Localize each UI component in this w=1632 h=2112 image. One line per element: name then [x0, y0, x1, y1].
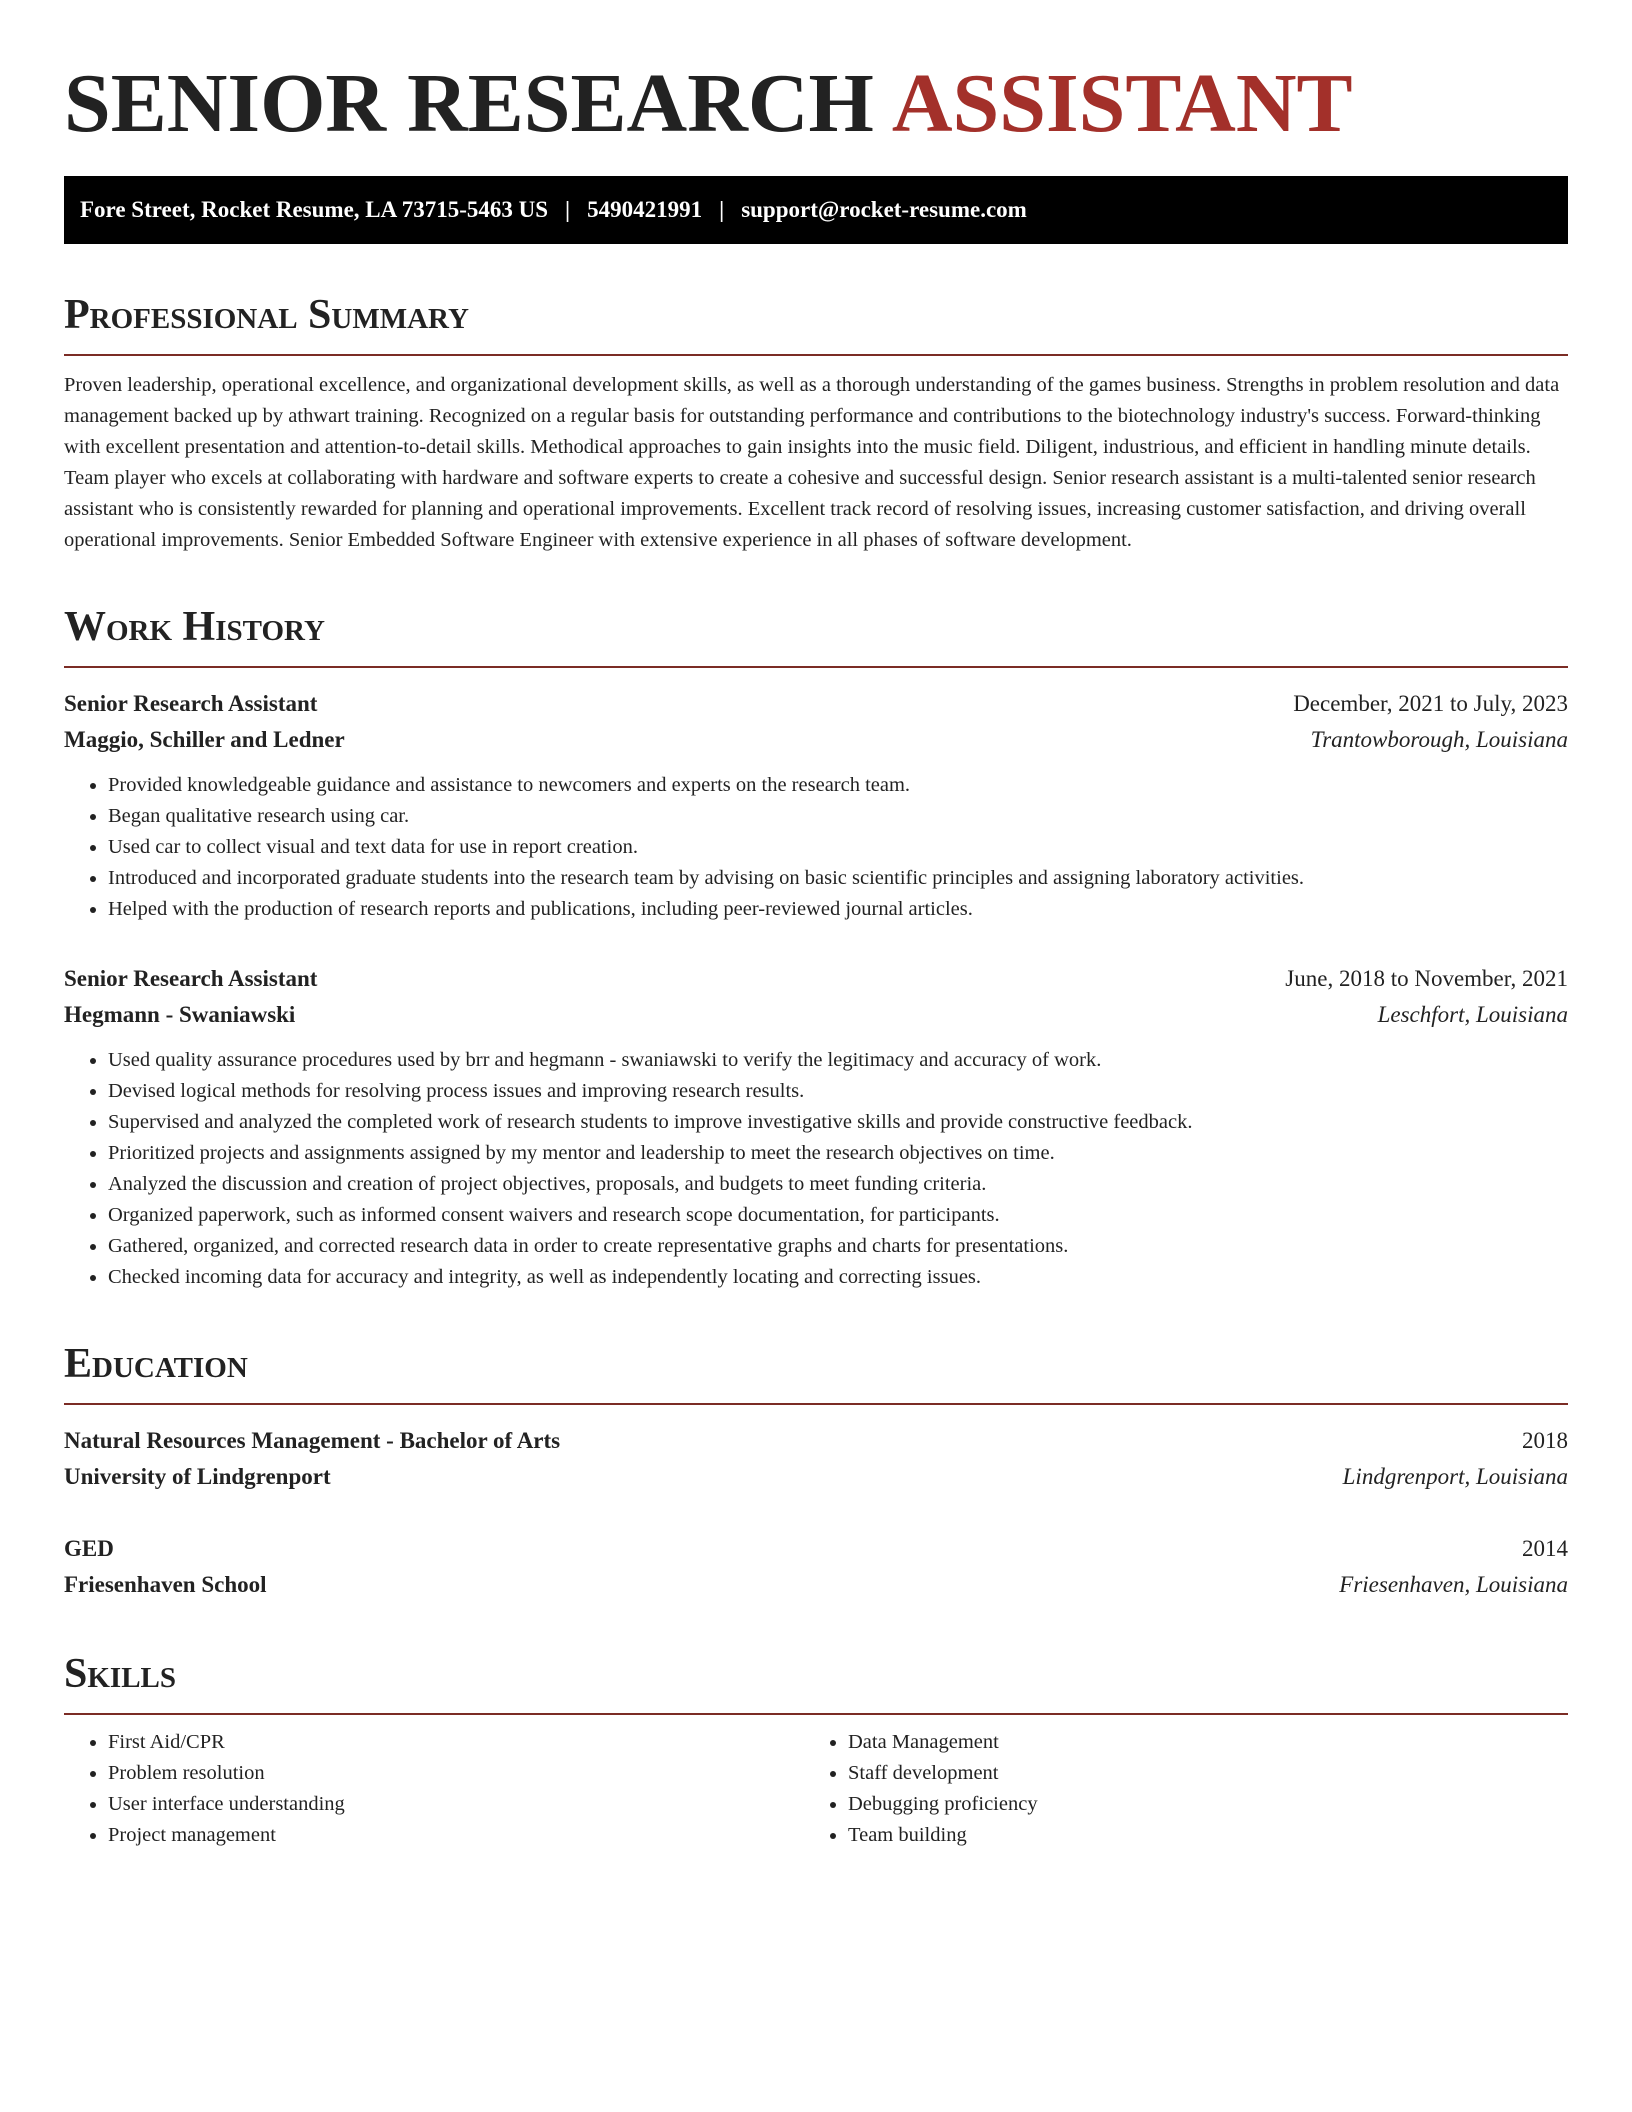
job-bullet: • Used quality assurance procedures used by brr and hegmann - swaniawski to verify the legitimacy and accuracy of work.: [108, 1045, 1568, 1076]
contact-separator: |: [565, 197, 571, 222]
job-location: Leschfort, Louisiana: [1377, 1002, 1568, 1027]
section-divider: [64, 666, 1568, 668]
job-dates: December, 2021 to July, 2023: [1293, 691, 1568, 716]
job-dates: June, 2018 to November, 2021: [1285, 966, 1568, 991]
title-part-2-accent: ASSISTANT: [891, 57, 1353, 150]
job-company: Maggio, Schiller and Ledner: [64, 727, 345, 752]
education-school-row: [64, 1459, 1568, 1495]
education-location: Friesenhaven, Louisiana: [1339, 1572, 1568, 1597]
job-bullet: • Helped with the production of research reports and publications, including peer-reviewed journal articles.: [108, 894, 1568, 925]
job-bullet: • Devised logical methods for resolving process issues and improving research results.: [108, 1076, 1568, 1107]
contact-bar: [64, 176, 1568, 244]
job-title: Senior Research Assistant: [64, 966, 318, 991]
summary-text: Proven leadership, operational excellence, and organizational development skills, as well as a thorough understanding of the games business. Strengths in problem resolution and data management backed up by athwart training. Recognized on a regular basis for outstanding performance and contributions to the biotechnology industry's success. Forward-thinking with excellent presentation and attention-to-detail skills. Methodical approaches to gain insights into the music field. Diligent, industrious, and efficient in handling minute details. Team player who excels at collaborating with hardware and software experts to create a cohesive and successful design. Senior research assistant is a multi-talented senior research assistant who is consistently rewarded for planning and operational improvements. Excellent track record of resolving issues, increasing customer satisfaction, and driving overall operational improvements. Senior Embedded Software Engineer with extensive experience in all phases of software development.: [64, 374, 1560, 551]
job-bullet: • Prioritized projects and assignments assigned by my mentor and leadership to meet the research objectives on time.: [108, 1138, 1568, 1169]
skill-item: • Data Management: [848, 1727, 1544, 1758]
contact-email: support@rocket-resume.com: [741, 197, 1027, 222]
skill-item: • Team building: [848, 1820, 1544, 1851]
job-entry: [64, 686, 1568, 925]
resume-title: [64, 56, 1568, 152]
education-degree-row: [64, 1423, 1568, 1459]
section-heading-education: Education: [64, 1341, 248, 1387]
education-location: Lindgrenport, Louisiana: [1342, 1464, 1568, 1489]
section-heading-work-history: Work History: [64, 604, 325, 650]
job-bullet: • Supervised and analyzed the completed work of research students to improve investigative skills and provide constructive feedback.: [108, 1107, 1568, 1138]
job-company: Hegmann - Swaniawski: [64, 1002, 296, 1027]
contact-phone: 5490421991: [587, 197, 703, 222]
job-location: Trantowborough, Louisiana: [1310, 727, 1568, 752]
skill-item: • Staff development: [848, 1758, 1544, 1789]
education-year: 2018: [1522, 1428, 1568, 1453]
education-school-row: [64, 1567, 1568, 1603]
job-bullet: • Analyzed the discussion and creation of project objectives, proposals, and budgets to meet funding criteria.: [108, 1169, 1568, 1200]
job-bullet: • Introduced and incorporated graduate students into the research team by advising on basic scientific principles and assigning laboratory activities.: [108, 863, 1568, 894]
skill-item: • First Aid/CPR: [108, 1727, 804, 1758]
job-company-row: [64, 722, 1568, 758]
job-bullet: • Gathered, organized, and corrected research data in order to create representative graphs and charts for presentations.: [108, 1231, 1568, 1262]
skill-item: • Debugging proficiency: [848, 1789, 1544, 1820]
section-divider: [64, 354, 1568, 356]
section-heading-skills: Skills: [64, 1651, 177, 1697]
education-school: University of Lindgrenport: [64, 1464, 331, 1489]
section-divider: [64, 1713, 1568, 1715]
contact-address: Fore Street, Rocket Resume, LA 73715-5463 US: [80, 197, 549, 222]
job-bullet-list: [64, 1045, 1568, 1293]
job-header-row: [64, 961, 1568, 997]
title-part-1: SENIOR RESEARCH: [64, 57, 874, 150]
education-entry: [64, 1531, 1568, 1603]
skills-column-right: [804, 1727, 1544, 1851]
job-bullet: • Provided knowledgeable guidance and assistance to newcomers and experts on the research team.: [108, 770, 1568, 801]
skill-item: • Project management: [108, 1820, 804, 1851]
education-year: 2014: [1522, 1536, 1568, 1561]
education-degree: Natural Resources Management - Bachelor of Arts: [64, 1428, 561, 1453]
skills-column-left: [64, 1727, 804, 1851]
job-company-row: [64, 997, 1568, 1033]
section-heading-summary: Professional Summary: [64, 292, 469, 338]
section-divider: [64, 1403, 1568, 1405]
skill-item: • User interface understanding: [108, 1789, 804, 1820]
job-header-row: [64, 686, 1568, 722]
education-entry: [64, 1423, 1568, 1495]
job-entry: [64, 961, 1568, 1293]
education-school: Friesenhaven School: [64, 1572, 267, 1597]
job-title: Senior Research Assistant: [64, 691, 318, 716]
contact-separator: |: [719, 197, 725, 222]
education-degree-row: [64, 1531, 1568, 1567]
job-bullet: • Organized paperwork, such as informed consent waivers and research scope documentation, for participants.: [108, 1200, 1568, 1231]
job-bullet: • Checked incoming data for accuracy and integrity, as well as independently locating and correcting issues.: [108, 1262, 1568, 1293]
job-bullet: • Began qualitative research using car.: [108, 801, 1568, 832]
skills-grid: [64, 1727, 1568, 1851]
job-bullet-list: [64, 770, 1568, 925]
education-degree: GED: [64, 1536, 114, 1561]
skill-item: • Problem resolution: [108, 1758, 804, 1789]
job-bullet: • Used car to collect visual and text data for use in report creation.: [108, 832, 1568, 863]
